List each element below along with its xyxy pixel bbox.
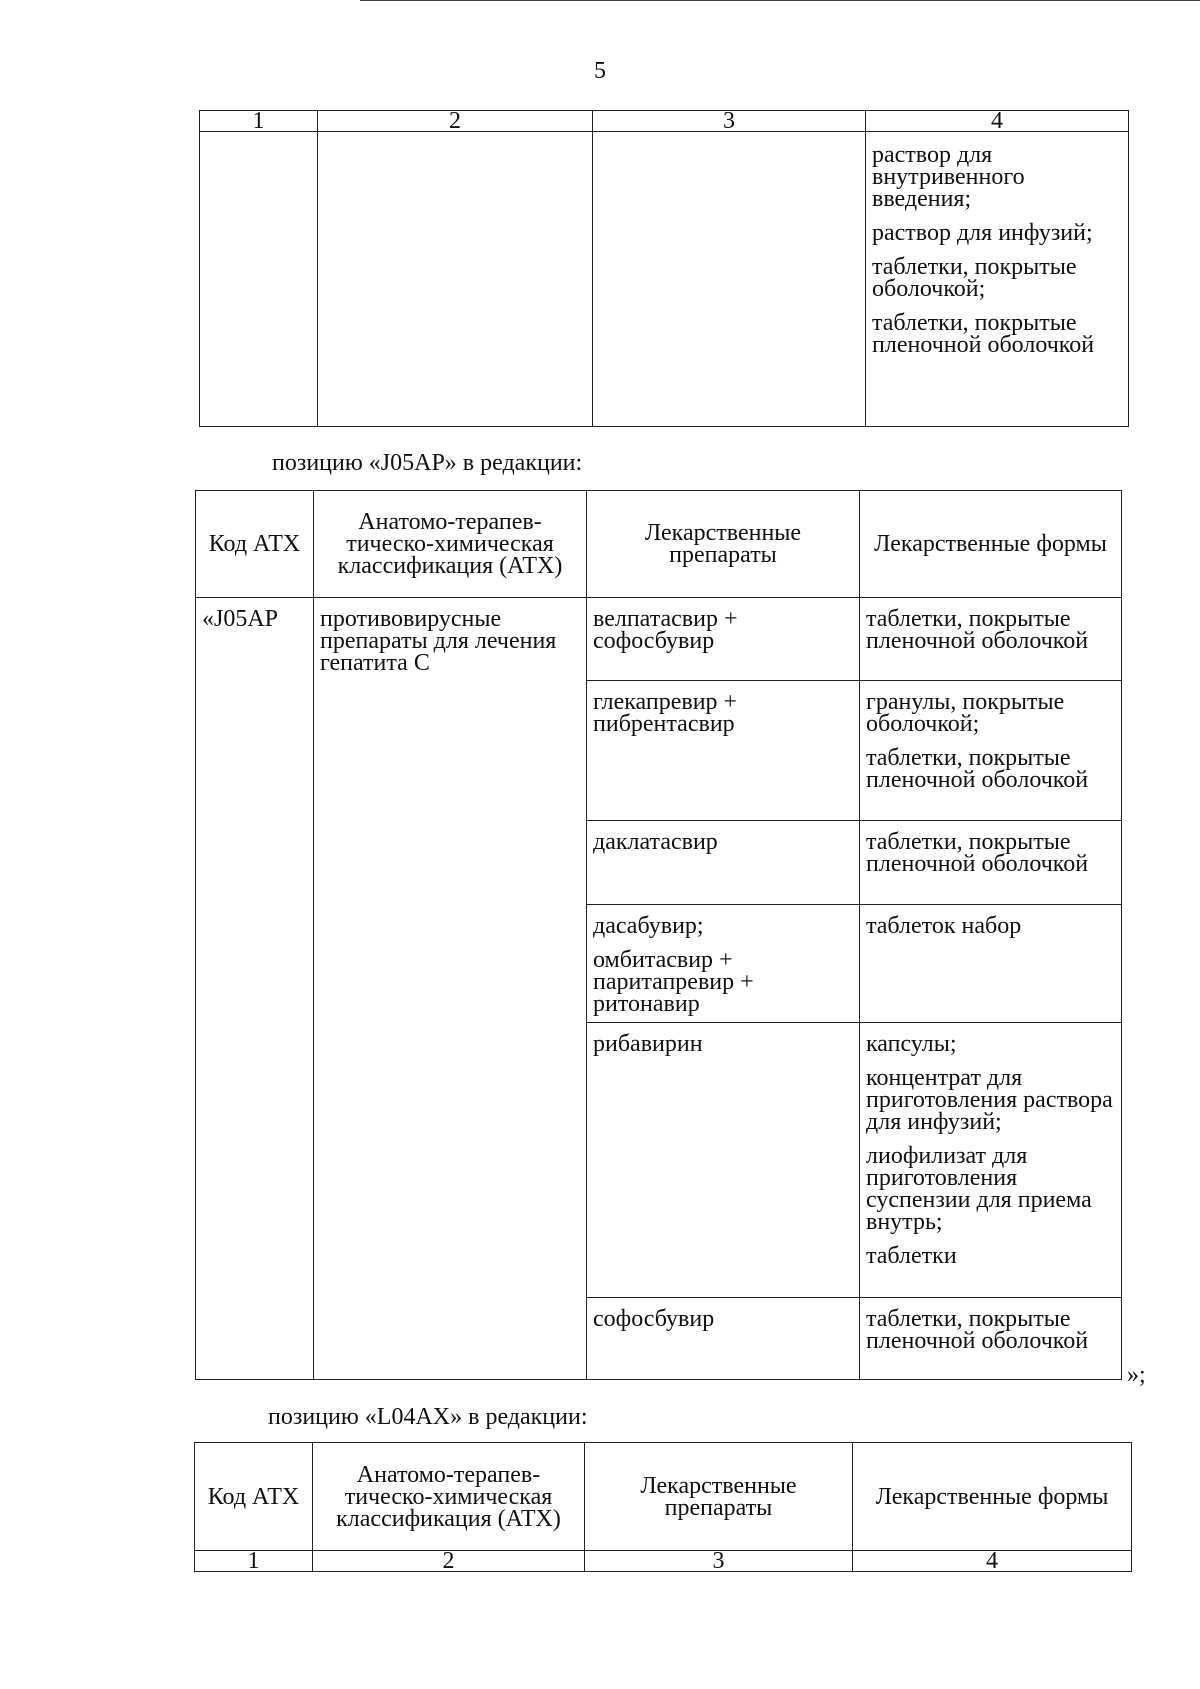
header-drugs: Лекарственные препараты xyxy=(585,1443,853,1551)
column-number-row xyxy=(195,1551,1132,1572)
column-number: 1 xyxy=(200,111,318,132)
form-item: лиофилизат для приготовления суспензии для приема внутрь; xyxy=(866,1143,1092,1235)
header-classification: Анатомо-терапев-тическо-химическая классификация (АТХ) xyxy=(313,1443,585,1551)
forms-cell xyxy=(860,905,1122,1023)
form-item: таблетки xyxy=(866,1243,957,1269)
column-number: 1 xyxy=(195,1551,313,1572)
table-continuation xyxy=(199,110,1129,427)
header-drugs: Лекарственные препараты xyxy=(587,491,860,598)
column-number: 4 xyxy=(853,1551,1132,1572)
form-item: таблетки, покрытые пленочной оболочкой xyxy=(866,1306,1089,1354)
drugs-cell xyxy=(587,681,860,821)
form-item: гранулы, покрытые оболочкой; xyxy=(866,689,1065,737)
form-item: таблетки, покрытые оболочкой; xyxy=(872,254,1077,302)
intro-j05ap: позицию «J05AP» в редакции: xyxy=(272,450,583,476)
empty-cell xyxy=(200,132,318,427)
drug-item: омбитасвир + паритапревир + ритонавир xyxy=(593,947,754,1017)
drug-item: дасабувир; xyxy=(593,913,704,939)
forms-cell xyxy=(860,821,1122,905)
page-number: 5 xyxy=(594,58,606,84)
atc-code: «J05AP xyxy=(196,598,314,1380)
header-row xyxy=(196,491,1122,598)
empty-cell xyxy=(593,132,866,427)
atc-classification: противовирусные препараты для лечения гепатита С xyxy=(314,598,587,1380)
header-row xyxy=(195,1443,1132,1551)
header-code: Код АТХ xyxy=(195,1443,313,1551)
intro-l04ax: позицию «L04AX» в редакции: xyxy=(268,1404,588,1430)
drug-item: глекапревир + пибрентасвир xyxy=(593,689,738,737)
drug-item: софосбувир xyxy=(593,1306,715,1332)
top-rule xyxy=(360,0,1200,1)
column-number: 3 xyxy=(593,111,866,132)
column-number: 4 xyxy=(866,111,1129,132)
table-row xyxy=(196,598,1122,681)
header-forms: Лекарственные формы xyxy=(860,491,1122,598)
forms-cell xyxy=(866,132,1129,427)
forms-cell xyxy=(860,681,1122,821)
drugs-cell xyxy=(587,1023,860,1298)
column-number: 2 xyxy=(318,111,593,132)
form-item: таблетки, покрытые пленочной оболочкой xyxy=(866,829,1089,877)
drug-item: велпатасвир + софосбувир xyxy=(593,606,738,654)
empty-cell xyxy=(318,132,593,427)
drugs-cell xyxy=(587,598,860,681)
form-item: таблетки, покрытые пленочной оболочкой xyxy=(866,606,1089,654)
forms-cell xyxy=(860,598,1122,681)
column-number-row xyxy=(200,111,1129,132)
drugs-cell xyxy=(587,821,860,905)
table-l04ax xyxy=(194,1442,1132,1572)
header-forms: Лекарственные формы xyxy=(853,1443,1132,1551)
header-classification: Анатомо-терапев-тическо-химическая классификация (АТХ) xyxy=(314,491,587,598)
forms-cell xyxy=(860,1023,1122,1298)
drug-item: даклатасвир xyxy=(593,829,718,855)
form-item: концентрат для приготовления раствора для инфузий; xyxy=(866,1065,1113,1135)
form-item: капсулы; xyxy=(866,1031,957,1057)
column-number: 2 xyxy=(313,1551,585,1572)
form-item: таблетки, покрытые пленочной оболочкой xyxy=(866,745,1089,793)
table-j05ap xyxy=(195,490,1122,1380)
form-item: таблетки, покрытые пленочной оболочкой xyxy=(872,310,1095,358)
drugs-cell xyxy=(587,1298,860,1380)
drug-item: рибавирин xyxy=(593,1031,703,1057)
closing-quote: »; xyxy=(1127,1362,1146,1388)
table-row xyxy=(200,132,1129,427)
form-item: таблеток набор xyxy=(866,913,1022,939)
header-code: Код АТХ xyxy=(196,491,314,598)
drugs-cell xyxy=(587,905,860,1023)
column-number: 3 xyxy=(585,1551,853,1572)
forms-cell xyxy=(860,1298,1122,1380)
form-item: раствор для инфузий; xyxy=(872,220,1093,246)
form-item: раствор для внутривенного введения; xyxy=(872,142,1025,212)
